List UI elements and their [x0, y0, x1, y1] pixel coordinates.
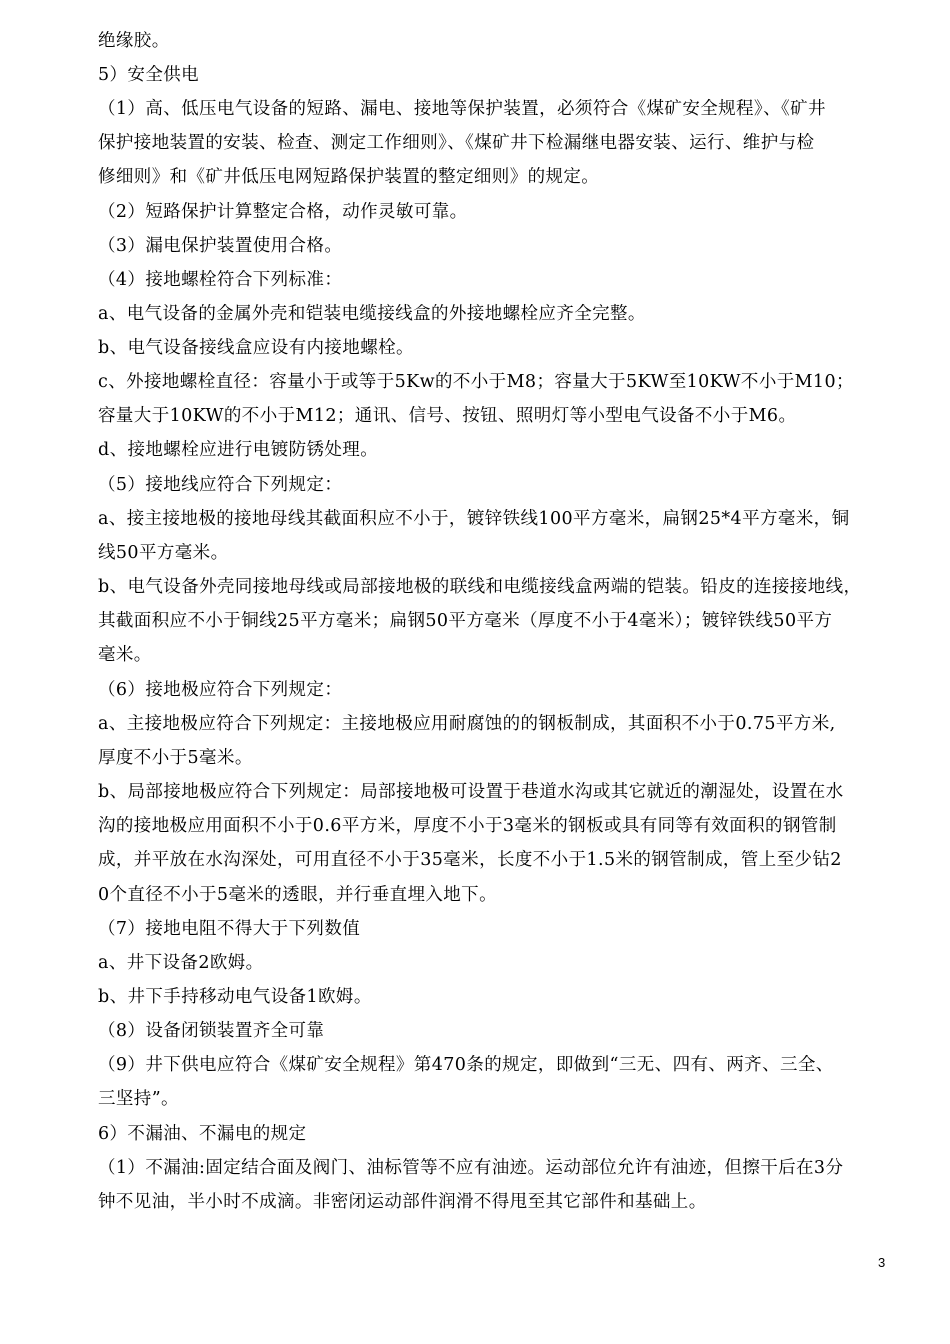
- text-line: b、电气设备外壳同接地母线或局部接地极的联线和电缆接线盒两端的铠装。铅皮的连接接地线，: [98, 577, 862, 597]
- text-line: a、井下设备2欧姆。: [98, 953, 264, 973]
- text-line: 成，并平放在水沟深处，可用直径不小于35毫米，长度不小于1.5米的钢管制成，管上至少钻2: [98, 850, 842, 870]
- text-line: 沟的接地极应用面积不小于0.6平方米，厚度不小于3毫米的钢板或具有同等有效面积的钢管制: [98, 816, 837, 836]
- text-line: （8）设备闭锁装置齐全可靠: [98, 1021, 325, 1041]
- text-line: b、电气设备接线盒应设有内接地螺栓。: [98, 338, 414, 358]
- text-line: （3）漏电保护装置使用合格。: [98, 236, 343, 256]
- text-line: （9）井下供电应符合《煤矿安全规程》第470条的规定，即做到“三无、四有、两齐、三全、: [98, 1055, 834, 1075]
- text-line: 毫米。: [98, 645, 152, 665]
- text-line: c、外接地螺栓直径：容量小于或等于5Kw的不小于M8；容量大于5KW至10KW不小于M10；: [98, 372, 854, 392]
- text-line: 修细则》和《矿井低压电网短路保护装置的整定细则》的规定。: [98, 167, 600, 187]
- text-line: 5）安全供电: [98, 65, 200, 85]
- text-line: b、井下手持移动电气设备1欧姆。: [98, 987, 372, 1007]
- text-line: 线50平方毫米。: [98, 543, 229, 563]
- text-line: b、局部接地极应符合下列规定：局部接地极可设置于巷道水沟或其它就近的潮湿处，设置在水: [98, 782, 844, 802]
- text-line: a、主接地极应符合下列规定：主接地极应用耐腐蚀的的钢板制成，其面积不小于0.75平方米,: [98, 714, 836, 734]
- text-line: 保护接地装置的安装、检查、测定工作细则》、《煤矿井下检漏继电器安装、运行、维护与检: [98, 133, 815, 153]
- text-line: 容量大于10KW的不小于M12；通讯、信号、按钮、照明灯等小型电气设备不小于M6。: [98, 406, 797, 426]
- text-line: a、接主接地极的接地母线其截面积应不小于，镀锌铁线100平方毫米，扁钢25*4平方毫米，铜: [98, 509, 850, 529]
- text-line: 6）不漏油、不漏电的规定: [98, 1124, 307, 1144]
- text-line: 三坚持”。: [98, 1089, 179, 1109]
- page-number: 3: [878, 1255, 886, 1270]
- text-line: （5）接地线应符合下列规定：: [98, 475, 343, 495]
- text-line: 其截面积应不小于铜线25平方毫米；扁钢50平方毫米（厚度不小于4毫米）；镀锌铁线50平方: [98, 611, 833, 631]
- text-line: （7）接地电阻不得大于下列数值: [98, 919, 361, 939]
- text-line: 绝缘胶。: [98, 31, 170, 51]
- text-line: 厚度不小于5毫米。: [98, 748, 253, 768]
- text-line: （1）不漏油:固定结合面及阀门、油标管等不应有油迹。运动部位允许有油迹，但擦干后在3分: [98, 1158, 844, 1178]
- text-line: （1）高、低压电气设备的短路、漏电、接地等保护装置，必须符合《煤矿安全规程》、《矿井: [98, 99, 826, 119]
- text-line: 0个直径不小于5毫米的透眼，并行垂直埋入地下。: [98, 885, 497, 905]
- text-line: （6）接地极应符合下列规定：: [98, 680, 343, 700]
- text-line: （4）接地螺栓符合下列标准：: [98, 270, 343, 290]
- text-line: d、接地螺栓应进行电镀防锈处理。: [98, 440, 379, 460]
- text-line: （2）短路保护计算整定合格，动作灵敏可靠。: [98, 202, 468, 222]
- text-line: a、电气设备的金属外壳和铠装电缆接线盒的外接地螺栓应齐全完整。: [98, 304, 646, 324]
- text-line: 钟不见油，半小时不成滴。非密闭运动部件润滑不得甩至其它部件和基础上。: [98, 1192, 707, 1212]
